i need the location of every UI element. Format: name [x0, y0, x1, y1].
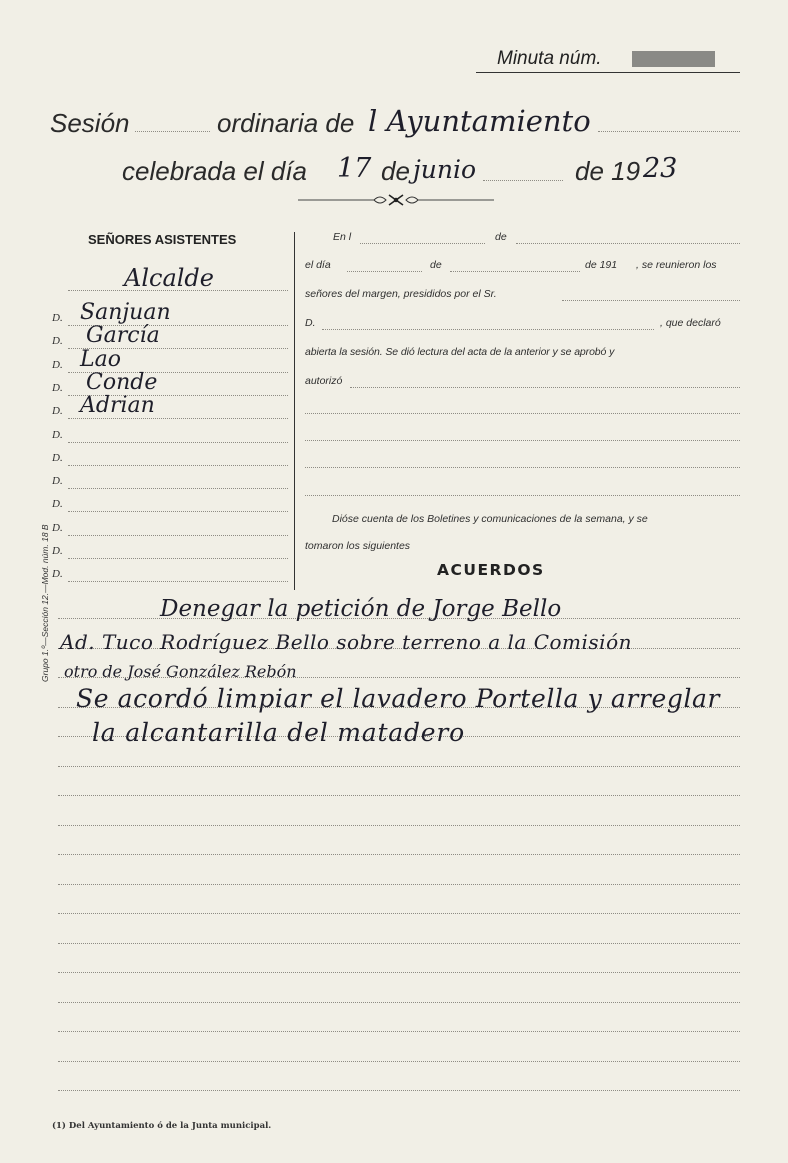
acta-line-de: [516, 243, 740, 244]
acta-line-r1: [305, 413, 740, 414]
asistente-line: [68, 488, 288, 489]
acta-line-dia: [347, 271, 422, 272]
president-line: [68, 290, 288, 291]
acuerdo-line-2: Ad. Tuco Rodríguez Bello sobre terreno a la Comisión: [60, 630, 632, 654]
acta-autorizo: autorizó: [305, 375, 343, 387]
acta-tomaron: tomaron los siguientes: [305, 540, 411, 552]
asistente-prefix: D.: [52, 475, 63, 487]
acta-line-aut: [350, 387, 740, 388]
acta-line-mes: [450, 271, 580, 272]
acuerdo-ruled-line: [58, 1061, 740, 1062]
asistente-line: [68, 418, 288, 419]
asistente-prefix: D.: [52, 498, 63, 510]
acta-line-en: [360, 243, 485, 244]
minuta-rule: [476, 72, 740, 73]
acta-line-d: [322, 329, 654, 330]
acta-line-r3: [305, 467, 740, 468]
title-sesion: Sesión: [50, 108, 130, 138]
acta-de2: de: [430, 259, 442, 271]
asistente-prefix: D.: [52, 452, 63, 464]
asistente-line: [68, 535, 288, 536]
acta-senores: señores del margen, presididos por el Sr.: [305, 288, 497, 300]
acta-d: D.: [305, 317, 316, 329]
asistente-line: [68, 511, 288, 512]
acuerdo-ruled-line: [58, 972, 740, 973]
asistente-name: Adrian: [80, 393, 155, 418]
asistente-prefix: D.: [52, 359, 63, 371]
acuerdo-ruled-line: [58, 854, 740, 855]
asistente-line: [68, 442, 288, 443]
ornament-divider: [296, 193, 496, 207]
asistentes-heading: SEÑORES ASISTENTES: [88, 232, 237, 247]
minuta-label: Minuta núm.: [497, 48, 602, 69]
acuerdo-line-5: la alcantarilla del matadero: [92, 718, 465, 747]
acta-en: En l: [333, 231, 352, 243]
asistente-prefix: D.: [52, 568, 63, 580]
asistente-line: [68, 558, 288, 559]
margin-print-code: Grupo 1.º—Sección 12.—Mod. núm. 18 B: [40, 524, 50, 682]
acta-de191: de 191: [585, 259, 618, 271]
acuerdo-line-1: Denegar la petición de Jorge Bello: [160, 596, 562, 622]
acuerdo-line-3: otro de José González Rebón: [64, 662, 297, 681]
title-dotline-1: [135, 131, 210, 132]
title-celebrada: celebrada el día: [122, 156, 308, 186]
president-name: Alcalde: [124, 264, 214, 292]
column-divider: [294, 232, 295, 590]
asistente-name: Sanjuan: [80, 300, 171, 325]
asistente-name: Lao: [80, 347, 121, 372]
acuerdo-line-4: Se acordó limpiar el lavadero Portella y arreglar: [76, 684, 721, 713]
asistente-prefix: D.: [52, 335, 63, 347]
acta-el-dia: el día: [305, 259, 331, 271]
acuerdo-ruled-line: [58, 884, 740, 885]
title-dotline-3: [483, 180, 563, 181]
asistente-prefix: D.: [52, 405, 63, 417]
asistente-prefix: D.: [52, 382, 63, 394]
footnote: (1) Del Ayuntamiento ó de la Junta municipal.: [52, 1121, 272, 1131]
acuerdo-ruled-line: [58, 1002, 740, 1003]
acta-se-reunieron: , se reunieron los: [636, 259, 717, 271]
acuerdo-ruled-line: [58, 766, 740, 767]
acuerdo-ruled-line: [58, 1031, 740, 1032]
asistente-name: García: [86, 323, 160, 348]
acta-de: de: [495, 231, 507, 243]
acuerdo-ruled-line: [58, 913, 740, 914]
acta-line-r2: [305, 440, 740, 441]
acuerdos-heading: ACUERDOS: [437, 561, 545, 579]
asistente-prefix: D.: [52, 522, 63, 534]
acta-line-sr: [562, 300, 740, 301]
acta-abierta: abierta la sesión. Se dió lectura del acta de la anterior y se aprobó y: [305, 346, 615, 358]
acuerdo-ruled-line: [58, 943, 740, 944]
asistente-line: [68, 465, 288, 466]
acta-que-declaro: , que declaró: [660, 317, 721, 329]
title-dotline-2: [598, 131, 740, 132]
title-de-year: de 19: [575, 156, 641, 186]
title-ordinaria: ordinaria de: [217, 108, 355, 138]
asistente-prefix: D.: [52, 545, 63, 557]
acta-line-r4: [305, 495, 740, 496]
title-de: de: [381, 156, 410, 186]
asistente-prefix: D.: [52, 312, 63, 324]
acuerdo-ruled-line: [58, 1090, 740, 1091]
asistente-line: [68, 581, 288, 582]
asistente-name: Conde: [86, 370, 158, 395]
acuerdo-ruled-line: [58, 825, 740, 826]
title-month-hand: junio: [413, 155, 477, 184]
acuerdo-ruled-line: [58, 795, 740, 796]
title-day-hand: 17: [337, 153, 372, 184]
asistente-prefix: D.: [52, 429, 63, 441]
minuta-number-box: [632, 51, 715, 67]
title-ordinaria-hand: l Ayuntamiento: [368, 104, 591, 138]
title-year-hand: 23: [643, 153, 678, 184]
acta-diose: Dióse cuenta de los Boletines y comunicaciones de la semana, y se: [332, 513, 648, 525]
